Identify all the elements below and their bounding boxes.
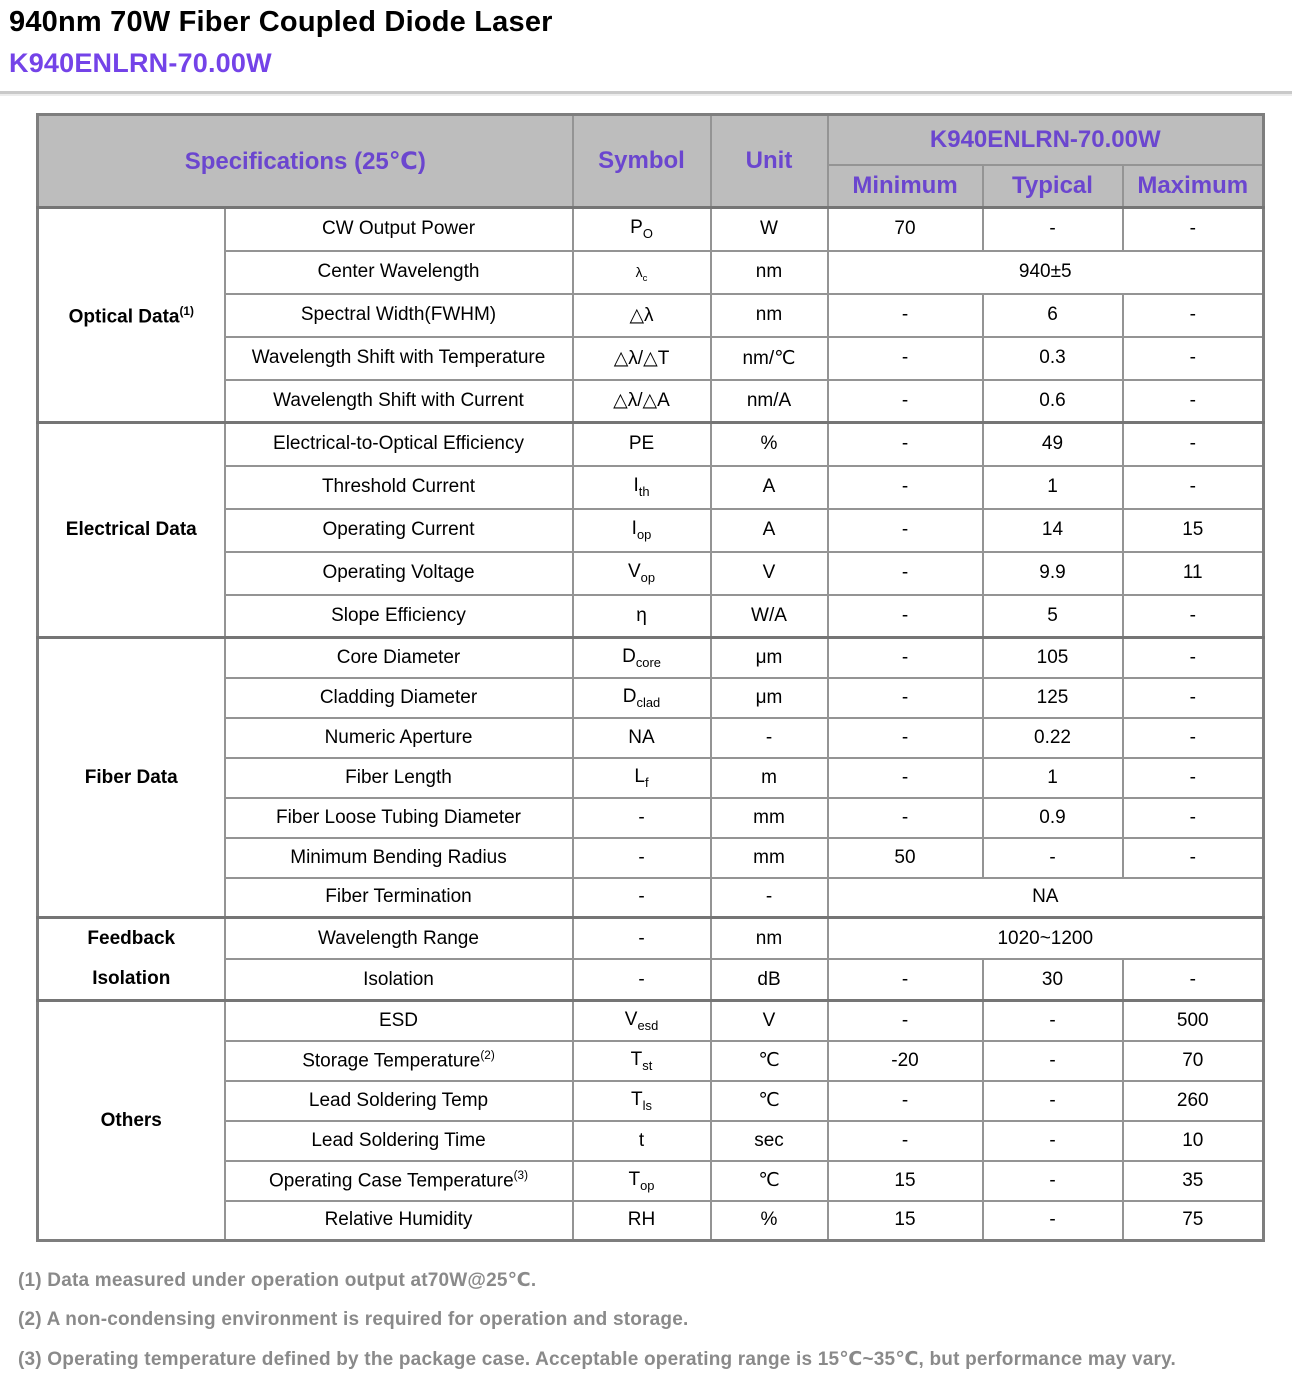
value-cell-typical: 9.9: [983, 552, 1123, 595]
value-cell-typical: 5: [983, 595, 1123, 638]
value-cell-maximum: -: [1123, 595, 1264, 638]
value-cell-typical: -: [983, 838, 1123, 878]
spec-name-cell: Wavelength Range: [225, 918, 573, 960]
footnotes: [18, 1269, 1292, 1371]
symbol-cell: $I_{th}$: [573, 466, 711, 509]
value-cell-typical: -: [983, 1201, 1123, 1241]
unit-cell: ℃: [711, 1161, 828, 1201]
value-cell-maximum: 260: [1123, 1081, 1264, 1121]
footnote-2: (2) A non-condensing environment is required for operation and storage.: [18, 1309, 689, 1330]
model-number: K940ENLRN-70.00W: [9, 48, 272, 78]
value-cell-span: NA: [828, 878, 1264, 918]
unit-cell: A: [711, 509, 828, 552]
spec-name-cell: Numeric Aperture: [225, 718, 573, 758]
symbol-cell: $V_{op}$: [573, 552, 711, 595]
value-cell-maximum: 15: [1123, 509, 1264, 552]
value-cell-maximum: -: [1123, 380, 1264, 423]
value-cell-minimum: -: [828, 678, 983, 718]
symbol-cell: RH: [573, 1201, 711, 1241]
value-cell-minimum: -: [828, 959, 983, 1001]
spec-name-cell: Operating Current: [225, 509, 573, 552]
spec-name-cell: Fiber Length: [225, 758, 573, 798]
value-cell-maximum: -: [1123, 294, 1264, 337]
value-cell-typical: 105: [983, 638, 1123, 678]
spec-name-cell: Wavelength Shift with Temperature: [225, 337, 573, 380]
unit-cell: m: [711, 758, 828, 798]
page-header: [0, 0, 1292, 79]
spec-name-cell: Relative Humidity: [225, 1201, 573, 1241]
value-cell-maximum: 35: [1123, 1161, 1264, 1201]
spec-name-cell: Operating Case Temperature$^{(3)}$: [225, 1161, 573, 1201]
spec-name-cell: ESD: [225, 1001, 573, 1041]
spec-name-cell: Threshold Current: [225, 466, 573, 509]
value-cell-minimum: -: [828, 638, 983, 678]
header-typical: Typical: [983, 165, 1123, 208]
value-cell-typical: -: [983, 208, 1123, 251]
symbol-cell: -: [573, 959, 711, 1001]
value-cell-minimum: 15: [828, 1201, 983, 1241]
symbol-cell: -: [573, 838, 711, 878]
footnote-3: (3) Operating temperature defined by the package case. Acceptable operating range is 15℃~35℃, but performance may vary.: [18, 1349, 1176, 1370]
header-model-group: K940ENLRN-70.00W: [828, 115, 1264, 165]
value-cell-minimum: -: [828, 552, 983, 595]
unit-cell: sec: [711, 1121, 828, 1161]
unit-cell: nm: [711, 918, 828, 960]
unit-cell: %: [711, 1201, 828, 1241]
symbol-cell: $D_{core}$: [573, 638, 711, 678]
table-row: [38, 208, 1264, 251]
value-cell-maximum: 10: [1123, 1121, 1264, 1161]
value-cell-maximum: -: [1123, 423, 1264, 466]
value-cell-typical: -: [983, 1081, 1123, 1121]
symbol-cell: -: [573, 918, 711, 960]
category-cell: Optical Data$^{(1)}$: [38, 208, 225, 423]
value-cell-typical: 0.22: [983, 718, 1123, 758]
header-unit: Unit: [711, 115, 828, 208]
value-cell-typical: 30: [983, 959, 1123, 1001]
unit-cell: μm: [711, 678, 828, 718]
unit-cell: A: [711, 466, 828, 509]
symbol-cell: △λ/△T: [573, 337, 711, 380]
spec-name-cell: Electrical-to-Optical Efficiency: [225, 423, 573, 466]
value-cell-typical: 1: [983, 466, 1123, 509]
symbol-cell: $I_{op}$: [573, 509, 711, 552]
table-row: [38, 423, 1264, 466]
unit-cell: ℃: [711, 1081, 828, 1121]
spec-name-cell: Lead Soldering Temp: [225, 1081, 573, 1121]
value-cell-typical: 0.9: [983, 798, 1123, 838]
spec-name-cell: Core Diameter: [225, 638, 573, 678]
value-cell-typical: 1: [983, 758, 1123, 798]
spec-name-cell: Isolation: [225, 959, 573, 1001]
value-cell-maximum: -: [1123, 638, 1264, 678]
value-cell-minimum: -: [828, 758, 983, 798]
value-cell-maximum: -: [1123, 758, 1264, 798]
unit-cell: nm: [711, 251, 828, 294]
horizontal-divider: [0, 91, 1292, 94]
value-cell-maximum: -: [1123, 838, 1264, 878]
value-cell-typical: 6: [983, 294, 1123, 337]
value-cell-typical: 49: [983, 423, 1123, 466]
table-header: [38, 115, 1264, 208]
symbol-cell: $L_f$: [573, 758, 711, 798]
value-cell-minimum: -: [828, 294, 983, 337]
spec-name-cell: Fiber Termination: [225, 878, 573, 918]
category-cell: Electrical Data: [38, 423, 225, 638]
value-cell-maximum: 75: [1123, 1201, 1264, 1241]
value-cell-minimum: -: [828, 466, 983, 509]
value-cell-maximum: -: [1123, 208, 1264, 251]
value-cell-minimum: 50: [828, 838, 983, 878]
unit-cell: %: [711, 423, 828, 466]
unit-cell: -: [711, 878, 828, 918]
symbol-cell: △λ: [573, 294, 711, 337]
value-cell-minimum: 70: [828, 208, 983, 251]
spec-name-cell: Storage Temperature$^{(2)}$: [225, 1041, 573, 1081]
header-minimum: Minimum: [828, 165, 983, 208]
symbol-cell: -: [573, 798, 711, 838]
symbol-cell: PE: [573, 423, 711, 466]
unit-cell: V: [711, 1001, 828, 1041]
value-cell-minimum: -: [828, 1121, 983, 1161]
value-cell-minimum: -: [828, 380, 983, 423]
unit-cell: nm/℃: [711, 337, 828, 380]
value-cell-minimum: -: [828, 1081, 983, 1121]
symbol-cell: △λ/△A: [573, 380, 711, 423]
spec-name-cell: Spectral Width(FWHM): [225, 294, 573, 337]
value-cell-minimum: -: [828, 423, 983, 466]
category-cell: Others: [38, 1001, 225, 1241]
value-cell-typical: 14: [983, 509, 1123, 552]
spec-name-cell: Center Wavelength: [225, 251, 573, 294]
page-title: 940nm 70W Fiber Coupled Diode Laser: [9, 6, 553, 38]
unit-cell: W: [711, 208, 828, 251]
header-symbol: Symbol: [573, 115, 711, 208]
symbol-cell: $T_{ls}$: [573, 1081, 711, 1121]
value-cell-minimum: -: [828, 718, 983, 758]
value-cell-maximum: 70: [1123, 1041, 1264, 1081]
value-cell-minimum: -: [828, 337, 983, 380]
value-cell-minimum: -: [828, 595, 983, 638]
spec-name-cell: CW Output Power: [225, 208, 573, 251]
unit-cell: mm: [711, 838, 828, 878]
value-cell-maximum: -: [1123, 466, 1264, 509]
spec-table-body: [38, 208, 1264, 1241]
spec-name-cell: Operating Voltage: [225, 552, 573, 595]
category-cell: Feedback Isolation: [38, 918, 225, 1001]
value-cell-maximum: -: [1123, 678, 1264, 718]
value-cell-maximum: 500: [1123, 1001, 1264, 1041]
table-row: [38, 1001, 1264, 1041]
value-cell-maximum: -: [1123, 798, 1264, 838]
value-cell-typical: -: [983, 1121, 1123, 1161]
value-cell-typical: -: [983, 1041, 1123, 1081]
symbol-cell: NA: [573, 718, 711, 758]
unit-cell: μm: [711, 638, 828, 678]
value-cell-typical: 0.3: [983, 337, 1123, 380]
table-row: [38, 918, 1264, 960]
unit-cell: dB: [711, 959, 828, 1001]
table-row: [38, 638, 1264, 678]
unit-cell: nm/A: [711, 380, 828, 423]
unit-cell: V: [711, 552, 828, 595]
spec-name-cell: Minimum Bending Radius: [225, 838, 573, 878]
spec-name-cell: Lead Soldering Time: [225, 1121, 573, 1161]
value-cell-span: 1020~1200: [828, 918, 1264, 960]
spec-name-cell: Wavelength Shift with Current: [225, 380, 573, 423]
unit-cell: ℃: [711, 1041, 828, 1081]
unit-cell: W/A: [711, 595, 828, 638]
value-cell-maximum: -: [1123, 718, 1264, 758]
symbol-cell: $D_{clad}$: [573, 678, 711, 718]
value-cell-minimum: -: [828, 509, 983, 552]
value-cell-typical: -: [983, 1001, 1123, 1041]
footnote-1: (1) Data measured under operation output at70W@25℃.: [18, 1270, 537, 1291]
value-cell-maximum: -: [1123, 337, 1264, 380]
symbol-cell: $\lambda_c$: [573, 251, 711, 294]
spec-name-cell: Fiber Loose Tubing Diameter: [225, 798, 573, 838]
unit-cell: -: [711, 718, 828, 758]
value-cell-maximum: 11: [1123, 552, 1264, 595]
symbol-cell: t: [573, 1121, 711, 1161]
value-cell-minimum: 15: [828, 1161, 983, 1201]
unit-cell: mm: [711, 798, 828, 838]
header-maximum: Maximum: [1123, 165, 1264, 208]
value-cell-typical: 0.6: [983, 380, 1123, 423]
symbol-cell: $T_{st}$: [573, 1041, 711, 1081]
symbol-cell: $T_{op}$: [573, 1161, 711, 1201]
symbol-cell: $P_O$: [573, 208, 711, 251]
value-cell-maximum: -: [1123, 959, 1264, 1001]
unit-cell: nm: [711, 294, 828, 337]
spec-name-cell: Slope Efficiency: [225, 595, 573, 638]
value-cell-minimum: -: [828, 798, 983, 838]
spec-name-cell: Cladding Diameter: [225, 678, 573, 718]
symbol-cell: $V_{esd}$: [573, 1001, 711, 1041]
category-cell: Fiber Data: [38, 638, 225, 918]
value-cell-minimum: -: [828, 1001, 983, 1041]
symbol-cell: η: [573, 595, 711, 638]
value-cell-typical: 125: [983, 678, 1123, 718]
value-cell-minimum: -20: [828, 1041, 983, 1081]
symbol-cell: -: [573, 878, 711, 918]
specifications-table: [36, 113, 1265, 1242]
value-cell-span: 940±5: [828, 251, 1264, 294]
value-cell-typical: -: [983, 1161, 1123, 1201]
header-specifications: Specifications (25℃): [38, 115, 573, 208]
